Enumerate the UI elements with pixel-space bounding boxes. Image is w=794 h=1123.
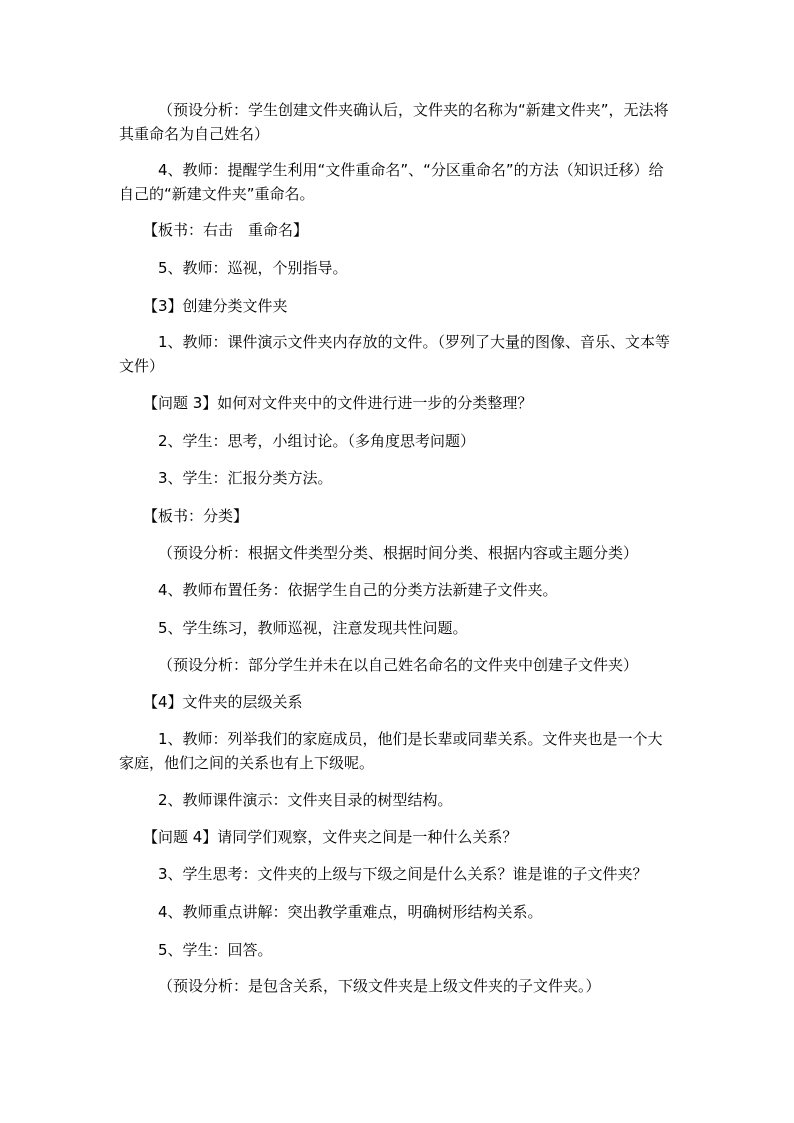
paragraph-teacher-explain: 4、教师重点讲解：突出教学重难点，明确树形结构关系。 xyxy=(158,903,543,921)
paragraph-teacher-assign-task: 4、教师布置任务：依据学生自己的分类方法新建子文件夹。 xyxy=(158,581,558,599)
section-heading-create-category: 【3】创建分类文件夹 xyxy=(143,297,288,315)
paragraph-teacher-tree-demo: 2、教师课件演示：文件夹目录的树型结构。 xyxy=(158,791,453,809)
paragraph-student-answer: 5、学生：回答。 xyxy=(158,941,273,959)
paragraph-board-rename: 【板书：右击 重命名】 xyxy=(143,221,309,239)
section-heading-folder-hierarchy: 【4】文件夹的层级关系 xyxy=(143,693,303,711)
paragraph-analysis-subfolder: （预设分析：部分学生并未在以自己姓名命名的文件夹中创建子文件夹） xyxy=(158,656,639,674)
paragraph-analysis-rename: （预设分析：学生创建文件夹确认后，文件夹的名称为“新建文件夹”，无法将其重命名为自己姓名） xyxy=(119,101,669,143)
paragraph-teacher-demo-files: 1、教师：课件演示文件夹内存放的文件。（罗列了大量的图像、音乐、文本等文件） xyxy=(119,333,671,375)
paragraph-teacher-family-analogy: 1、教师：列举我们的家庭成员，他们是长辈或同辈关系。文件夹也是一个大家庭，他们之间的关系也有上下级呢。 xyxy=(119,730,663,772)
paragraph-student-discuss: 2、学生：思考，小组讨论。（多角度思考问题） xyxy=(158,432,476,450)
paragraph-analysis-hierarchy: （预设分析：是包含关系，下级文件夹是上级文件夹的子文件夹。） xyxy=(158,977,601,995)
paragraph-analysis-category: （预设分析：根据文件类型分类、根据时间分类、根据内容或主题分类） xyxy=(158,544,639,562)
paragraph-question-3: 【问题 3】如何对文件夹中的文件进行进一步的分类整理？ xyxy=(143,394,533,412)
paragraph-student-report: 3、学生：汇报分类方法。 xyxy=(158,469,333,487)
paragraph-board-category: 【板书：分类】 xyxy=(143,507,249,525)
paragraph-question-4: 【问题 4】请同学们观察，文件夹之间是一种什么关系？ xyxy=(143,828,518,846)
paragraph-teacher-rename-hint: 4、教师：提醒学生利用“文件重命名”、“分区重命名”的方法（知识迁移）给自己的“新建文件夹”重命名。 xyxy=(119,161,664,203)
paragraph-student-think: 3、学生思考：文件夹的上级与下级之间是什么关系？谁是谁的子文件夹？ xyxy=(158,865,648,883)
paragraph-student-practice: 5、学生练习，教师巡视，注意发现共性问题。 xyxy=(158,619,468,637)
paragraph-teacher-patrol: 5、教师：巡视，个别指导。 xyxy=(158,259,348,277)
